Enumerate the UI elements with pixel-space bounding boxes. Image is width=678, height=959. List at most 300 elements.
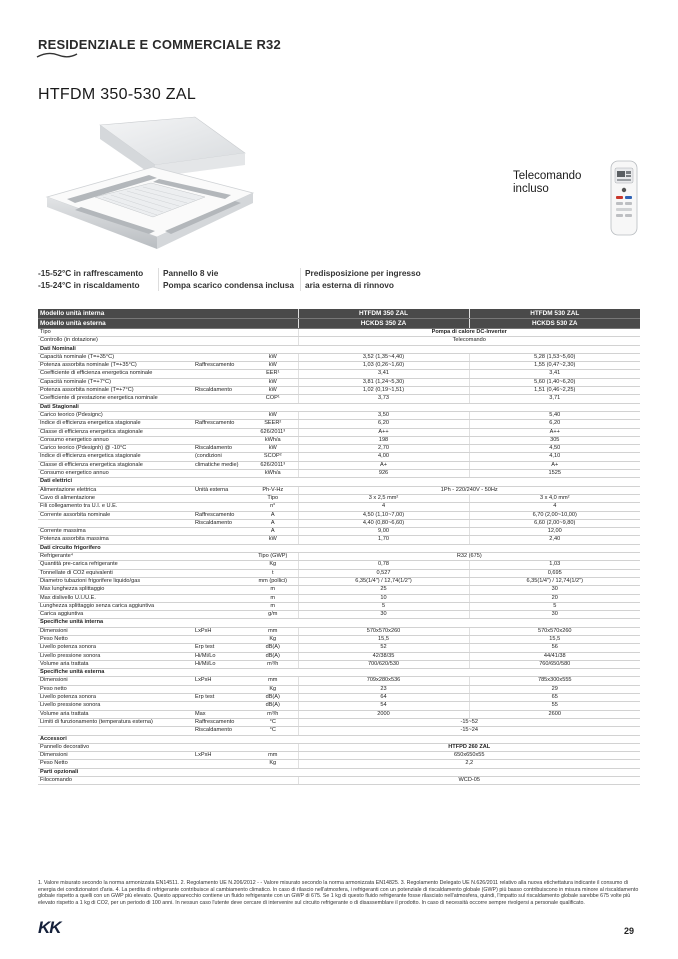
row-value: HTFPD 260 ZAL	[298, 743, 640, 751]
row-condition	[193, 594, 248, 602]
row-condition: LxPxH	[193, 677, 248, 685]
row-value-model-1: 25	[298, 586, 469, 594]
row-condition: Unità esterna	[193, 486, 248, 494]
row-value-model-2: 12,00	[469, 528, 640, 536]
header-model-1: HCKDS 350 ZA	[298, 319, 469, 329]
table-row	[38, 752, 640, 760]
table-section-row	[38, 735, 640, 743]
table-row	[38, 528, 640, 536]
table-row	[38, 594, 640, 602]
model-title: HTFDM 350-530 ZAL	[38, 86, 197, 103]
row-label	[38, 519, 193, 527]
row-label: Potenza assorbita massima	[38, 536, 193, 544]
table-row	[38, 370, 640, 378]
row-unit: mm	[248, 752, 298, 760]
row-label: Limiti di funzionamento (temperatura esterna)	[38, 718, 193, 726]
row-value-model-1: 1,03 (0,26~1,60)	[298, 362, 469, 370]
row-value-model-2: 1,03	[469, 561, 640, 569]
table-row	[38, 760, 640, 768]
row-value-model-1: 926	[298, 470, 469, 478]
row-value-model-2: 6,35(1/4") / 12,74(1/2")	[469, 577, 640, 585]
table-row	[38, 553, 640, 561]
row-condition	[193, 685, 248, 693]
row-condition: Raffrescamento	[193, 511, 248, 519]
row-value-model-1: 1,02 (0,19~1,51)	[298, 387, 469, 395]
row-unit: Kg	[248, 685, 298, 693]
row-condition	[193, 553, 248, 561]
table-row	[38, 503, 640, 511]
row-condition: climatiche medie)	[193, 461, 248, 469]
row-condition	[193, 411, 248, 419]
row-label: Indice di efficienza energetica stagionale	[38, 453, 193, 461]
feature-line: Pompa scarico condensa inclusa	[163, 279, 294, 290]
row-condition	[193, 611, 248, 619]
table-row	[38, 611, 640, 619]
table-row	[38, 602, 640, 610]
row-label: Dimensioni	[38, 627, 193, 635]
row-unit: m³/h	[248, 710, 298, 718]
row-label: Potenza assorbita nominale (T=+35°C)	[38, 362, 193, 370]
row-value-model-1: 1,70	[298, 536, 469, 544]
row-value-model-1: 3,73	[298, 395, 469, 403]
row-value-model-1: A+	[298, 461, 469, 469]
row-condition	[193, 503, 248, 511]
row-value-model-1: 4,50 (1,10~7,00)	[298, 511, 469, 519]
row-unit: °C	[248, 718, 298, 726]
table-row	[38, 329, 640, 337]
row-label: Pannello decorativo	[38, 743, 298, 751]
row-label: Tonnellate di CO2 equivalenti	[38, 569, 193, 577]
row-condition: Hi/Mi/Lo	[193, 652, 248, 660]
table-section-row	[38, 669, 640, 677]
row-value-model-1: 0,78	[298, 561, 469, 569]
row-value: 650x650x55	[298, 752, 640, 760]
row-value-model-2: 30	[469, 611, 640, 619]
table-row	[38, 536, 640, 544]
section-title: Accessori	[38, 735, 640, 743]
row-value-model-2: 6,20	[469, 420, 640, 428]
row-label: Lunghezza splittaggio senza carica aggiuntiva	[38, 602, 193, 610]
table-row	[38, 378, 640, 386]
remote-control-image	[609, 160, 639, 236]
feature-temperature-range	[38, 268, 143, 291]
feature-line: aria esterna di rinnovo	[305, 279, 394, 290]
row-value-model-2: A++	[469, 428, 640, 436]
row-value-model-2: 570x570x260	[469, 627, 640, 635]
row-unit: Kg	[248, 760, 298, 768]
table-row	[38, 486, 640, 494]
row-value-model-2: 2,40	[469, 536, 640, 544]
row-condition	[193, 353, 248, 361]
swoosh-decoration	[36, 51, 78, 59]
table-row	[38, 395, 640, 403]
row-label: Peso Netto	[38, 760, 193, 768]
row-unit: °C	[248, 727, 298, 735]
row-label: Volume aria trattata	[38, 660, 193, 668]
row-value-model-2: 760/650/580	[469, 660, 640, 668]
table-row	[38, 586, 640, 594]
section-title: Dati Stagionali	[38, 403, 640, 411]
row-label: Classe di efficienza energetica stagionale	[38, 461, 193, 469]
row-unit: mm (pollici)	[248, 577, 298, 585]
row-value-model-2: 1,51 (0,46~2,25)	[469, 387, 640, 395]
row-label: Livello potenza sonora	[38, 694, 193, 702]
row-value-model-1: 700/620/530	[298, 660, 469, 668]
remote-caption-line2: incluso	[513, 183, 549, 195]
table-section-row	[38, 544, 640, 552]
table-header-row	[38, 309, 640, 319]
table-row	[38, 743, 640, 751]
table-section-row	[38, 768, 640, 776]
row-unit: A	[248, 519, 298, 527]
row-condition: Raffrescamento	[193, 718, 248, 726]
row-value-model-1: 4,40 (0,80~6,60)	[298, 519, 469, 527]
feature-line: Predisposizione per ingresso	[305, 268, 421, 278]
row-label: Potenza assorbita nominale (T=+7°C)	[38, 387, 193, 395]
row-unit: mm	[248, 677, 298, 685]
row-unit: A	[248, 511, 298, 519]
row-unit: Tipo	[248, 494, 298, 502]
row-value: Pompa di calore DC-Inverter	[298, 329, 640, 337]
row-label: Livello pressione sonora	[38, 652, 193, 660]
category-heading: RESIDENZIALE E COMMERCIALE R32	[38, 37, 281, 52]
table-row	[38, 710, 640, 718]
row-value-model-2: 3,71	[469, 395, 640, 403]
row-unit: t	[248, 569, 298, 577]
brand-logo: KK	[38, 918, 61, 937]
table-row	[38, 445, 640, 453]
row-condition: Raffrescamento	[193, 362, 248, 370]
row-condition	[193, 635, 248, 643]
table-row	[38, 569, 640, 577]
row-label: Refrigerante⁴	[38, 553, 193, 561]
row-condition: (condizioni	[193, 453, 248, 461]
header-label: Modello unità interna	[38, 309, 298, 319]
row-value-model-1: 23	[298, 685, 469, 693]
row-label: Cavo di alimentazione	[38, 494, 193, 502]
row-condition: Erp test	[193, 644, 248, 652]
row-unit: COP¹	[248, 395, 298, 403]
row-label: Dimensioni	[38, 752, 193, 760]
section-title: Specifiche unità esterna	[38, 669, 640, 677]
table-section-row	[38, 403, 640, 411]
spec-table	[38, 309, 640, 785]
row-value-model-1: 30	[298, 611, 469, 619]
page-number: 29	[624, 926, 635, 936]
row-value-model-2: 30	[469, 586, 640, 594]
table-row	[38, 627, 640, 635]
row-condition	[193, 586, 248, 594]
row-value-model-2: 5,28 (1,53~5,60)	[469, 353, 640, 361]
row-unit: n°	[248, 503, 298, 511]
row-unit: kWh/a	[248, 436, 298, 444]
row-unit: kW	[248, 362, 298, 370]
row-condition	[193, 528, 248, 536]
table-row	[38, 677, 640, 685]
table-row	[38, 702, 640, 710]
feature-line: Pannello 8 vie	[163, 268, 219, 278]
cassette-unit-image	[45, 115, 255, 255]
row-condition	[193, 395, 248, 403]
row-value-model-2: 15,5	[469, 635, 640, 643]
table-row	[38, 470, 640, 478]
row-label: Max dislivello U.I./U.E.	[38, 594, 193, 602]
row-condition: Riscaldamento	[193, 387, 248, 395]
table-row	[38, 561, 640, 569]
row-condition: Riscaldamento	[193, 519, 248, 527]
row-condition	[193, 370, 248, 378]
row-unit: m	[248, 602, 298, 610]
table-section-row	[38, 619, 640, 627]
row-label: Livello pressione sonora	[38, 702, 193, 710]
row-value-model-2: 5	[469, 602, 640, 610]
row-unit: mm	[248, 627, 298, 635]
row-value-model-2: 56	[469, 644, 640, 652]
row-value-model-2: 785x300x555	[469, 677, 640, 685]
table-row	[38, 387, 640, 395]
row-label: Corrente assorbita nominale	[38, 511, 193, 519]
row-unit: dB(A)	[248, 652, 298, 660]
row-label: Alimentazione elettrica	[38, 486, 193, 494]
row-value-model-2: 3 x 4,0 mm²	[469, 494, 640, 502]
section-title: Specifiche unità interna	[38, 619, 640, 627]
row-condition: Riscaldamento	[193, 445, 248, 453]
table-row	[38, 428, 640, 436]
table-section-row	[38, 345, 640, 353]
row-value: Telecomando	[298, 337, 640, 345]
row-value-model-2: 55	[469, 702, 640, 710]
row-unit: g/m	[248, 611, 298, 619]
row-unit: SEER²	[248, 420, 298, 428]
table-row	[38, 577, 640, 585]
row-label: Capacità nominale (T=+35°C)	[38, 353, 193, 361]
row-condition	[193, 602, 248, 610]
row-condition: Max	[193, 710, 248, 718]
row-label: Filocomando	[38, 777, 298, 785]
row-value-model-2: 1,55 (0,47~2,30)	[469, 362, 640, 370]
row-value-model-2: 3,41	[469, 370, 640, 378]
table-row	[38, 436, 640, 444]
row-value-model-1: 2000	[298, 710, 469, 718]
row-condition: LxPxH	[193, 627, 248, 635]
row-unit: dB(A)	[248, 694, 298, 702]
row-unit: Ph-V-Hz	[248, 486, 298, 494]
row-condition: Riscaldamento	[193, 727, 248, 735]
row-value-model-2: 6,60 (2,00~9,80)	[469, 519, 640, 527]
remote-caption-line1: Telecomando	[513, 170, 582, 182]
remote-caption	[513, 170, 581, 196]
row-value-model-1: 3,52 (1,35~4,40)	[298, 353, 469, 361]
table-row	[38, 353, 640, 361]
row-value-model-1: 10	[298, 594, 469, 602]
table-row	[38, 635, 640, 643]
row-unit: kW	[248, 353, 298, 361]
header-label: Modello unità esterna	[38, 319, 298, 329]
section-title: Dati elettrici	[38, 478, 640, 486]
row-unit: m	[248, 594, 298, 602]
table-row	[38, 362, 640, 370]
row-value-model-1: A++	[298, 428, 469, 436]
row-unit: SCOP²	[248, 453, 298, 461]
header-model-2: HCKDS 530 ZA	[469, 319, 640, 329]
row-unit: kW	[248, 445, 298, 453]
footnotes: 1. Valore misurato secondo la norma armonizzata EN14511. 2. Regolamento UE N.206/2012 - - Valore misurato secondo la norma armonizzata EN14825. 3. Regolamento Delegato UE N.626/2011 relativo alla nuova etichettatura indicante il consumo di energia dei condizionatori d'aria. 4. La perdita di refrigerante contribuisce al cambiamento climatico. In caso di rilascio nell'atmosfera, i refrigeranti con un potenziale di riscaldamento globale (GWP) più basso contribuiscono in misura minore al riscaldamento globale rispetto a quelli con un GWP più elevato. Questo apparecchio contiene un fluido refrigerante con un GWP di 675. Se 1 kg di questo fluido refrigerante fosse rilasciato nell'atmosfera, quindi, l'impatto sul riscaldamento globale sarebbe 675 volte più elevato rispetto a 1 kg di CO2, per un periodo di 100 anni. In nessun caso l'utente deve cercare di intervenire sul circuito refrigerante o di disassemblare il prodotto. In caso di necessità occorre sempre rivolgersi a personale qualificato.	[38, 880, 639, 907]
row-condition	[193, 378, 248, 386]
row-condition	[193, 569, 248, 577]
row-value-model-1: 570x570x260	[298, 627, 469, 635]
row-label: Coefficiente di efficienza energetica nominale	[38, 370, 193, 378]
table-row	[38, 644, 640, 652]
row-value-model-2: 5,60 (1,40~6,20)	[469, 378, 640, 386]
row-label: Max lunghezza splittaggio	[38, 586, 193, 594]
table-row	[38, 511, 640, 519]
row-label	[38, 727, 193, 735]
table-row	[38, 519, 640, 527]
table-row	[38, 652, 640, 660]
table-row	[38, 494, 640, 502]
row-unit: m	[248, 586, 298, 594]
row-label: Quantità pre-carica refrigerante	[38, 561, 193, 569]
table-row	[38, 660, 640, 668]
row-unit: dB(A)	[248, 644, 298, 652]
row-condition	[193, 702, 248, 710]
feature-line: -15-52°C in raffrescamento	[38, 268, 144, 278]
row-label: Volume aria trattata	[38, 710, 193, 718]
row-value: WCD-05	[298, 777, 640, 785]
row-label: Capacità nominale (T=+7°C)	[38, 378, 193, 386]
row-value-model-1: 54	[298, 702, 469, 710]
row-unit: 626/2011³	[248, 461, 298, 469]
row-value-model-2: 6,70 (2,00~10,00)	[469, 511, 640, 519]
row-unit: dB(A)	[248, 702, 298, 710]
table-row	[38, 453, 640, 461]
row-unit: Kg	[248, 635, 298, 643]
header-model-2: HTFDM 530 ZAL	[469, 309, 640, 319]
row-condition	[193, 536, 248, 544]
table-row	[38, 461, 640, 469]
table-row	[38, 411, 640, 419]
row-unit: Kg	[248, 561, 298, 569]
section-title: Dati circuito frigorifero	[38, 544, 640, 552]
row-value-model-2: 4	[469, 503, 640, 511]
row-label: Consumo energetico annuo	[38, 470, 193, 478]
row-label: Dimensioni	[38, 677, 193, 685]
table-row	[38, 337, 640, 345]
table-row	[38, 777, 640, 785]
row-label: Controllo (in dotazione)	[38, 337, 298, 345]
row-label: Consumo energetico annuo	[38, 436, 193, 444]
row-value-model-2: 305	[469, 436, 640, 444]
row-value-model-1: 9,00	[298, 528, 469, 536]
row-unit: kW	[248, 387, 298, 395]
row-value-model-1: 5	[298, 602, 469, 610]
row-value-model-1: 4,00	[298, 453, 469, 461]
row-value-model-1: 3,50	[298, 411, 469, 419]
row-value-model-2: A+	[469, 461, 640, 469]
table-row	[38, 420, 640, 428]
row-value-model-1: 3,81 (1,24~5,30)	[298, 378, 469, 386]
row-value-model-2: 44/41/38	[469, 652, 640, 660]
table-row	[38, 685, 640, 693]
row-label: Corrente massima	[38, 528, 193, 536]
row-label: Carico teorico (Pdesignc)	[38, 411, 193, 419]
row-label: Carica aggiuntiva	[38, 611, 193, 619]
table-row	[38, 727, 640, 735]
row-label: Coefficiente di prestazione energetica nominale	[38, 395, 193, 403]
row-value-model-1: 709x280x536	[298, 677, 469, 685]
row-unit: kW	[248, 536, 298, 544]
row-value-model-2: 5,40	[469, 411, 640, 419]
row-value-model-2: 1525	[469, 470, 640, 478]
row-value-model-1: 52	[298, 644, 469, 652]
row-condition: Raffrescamento	[193, 420, 248, 428]
row-value-model-2: 4,50	[469, 445, 640, 453]
row-condition	[193, 760, 248, 768]
row-value: -15~24	[298, 727, 640, 735]
row-unit: A	[248, 528, 298, 536]
row-label: Classe di efficienza energetica stagionale	[38, 428, 193, 436]
row-label: Peso Netto	[38, 635, 193, 643]
table-header-row	[38, 319, 640, 329]
row-condition: Erp test	[193, 694, 248, 702]
section-title: Parti opzionali	[38, 768, 640, 776]
row-label: Tipo	[38, 329, 298, 337]
row-label: Peso netto	[38, 685, 193, 693]
feature-line: -15-24°C in riscaldamento	[38, 279, 140, 290]
row-condition: LxPxH	[193, 752, 248, 760]
row-value-model-2: 2600	[469, 710, 640, 718]
row-value-model-1: 3,41	[298, 370, 469, 378]
row-condition	[193, 577, 248, 585]
row-value-model-2: 20	[469, 594, 640, 602]
row-label: Diametro tubazioni frigorifere liquido/gas	[38, 577, 193, 585]
row-value-model-2: 4,10	[469, 453, 640, 461]
row-label: Indice di efficienza energetica stagionale	[38, 420, 193, 428]
row-value-model-1: 15,5	[298, 635, 469, 643]
row-condition	[193, 470, 248, 478]
row-value-model-1: 42/38/35	[298, 652, 469, 660]
row-value: 1Ph - 220/240V - 50Hz	[298, 486, 640, 494]
row-unit: 626/2011³	[248, 428, 298, 436]
row-value-model-1: 2,70	[298, 445, 469, 453]
row-value: R32 (675)	[298, 553, 640, 561]
row-label: Carico teorico (Pdesignh) @ -10°C	[38, 445, 193, 453]
row-value-model-1: 64	[298, 694, 469, 702]
row-value-model-1: 198	[298, 436, 469, 444]
table-section-row	[38, 478, 640, 486]
row-condition: Hi/Mi/Lo	[193, 660, 248, 668]
section-title: Dati Nominali	[38, 345, 640, 353]
row-condition	[193, 494, 248, 502]
row-value-model-1: 3 x 2,5 mm²	[298, 494, 469, 502]
row-value: -15~52	[298, 718, 640, 726]
row-value-model-2: 0,695	[469, 569, 640, 577]
row-value-model-1: 6,35(1/4") / 12,74(1/2")	[298, 577, 469, 585]
row-unit: kW	[248, 411, 298, 419]
row-label: Livello potenza sonora	[38, 644, 193, 652]
row-value-model-1: 0,527	[298, 569, 469, 577]
row-unit: EER¹	[248, 370, 298, 378]
row-unit: kWh/a	[248, 470, 298, 478]
row-condition	[193, 428, 248, 436]
row-condition	[193, 436, 248, 444]
row-value-model-2: 29	[469, 685, 640, 693]
row-value-model-1: 6,20	[298, 420, 469, 428]
row-unit: kW	[248, 378, 298, 386]
row-unit: Tipo (GWP)	[248, 553, 298, 561]
table-row	[38, 718, 640, 726]
feature-fresh-air	[300, 268, 421, 291]
